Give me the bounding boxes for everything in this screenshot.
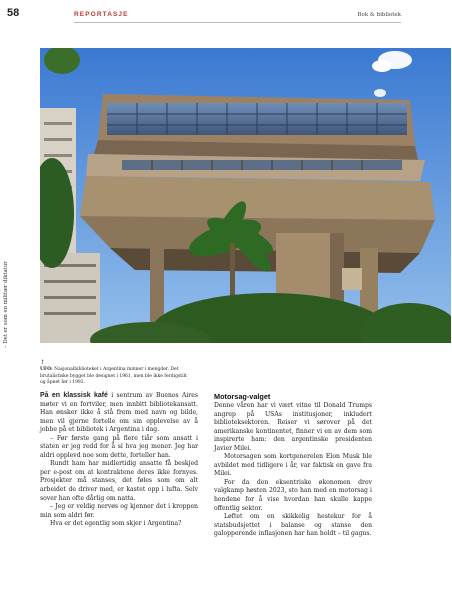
paragraph: – Jeg er veldig nervøs og kjenner det i kroppen min som aldri før. — [40, 503, 198, 519]
paragraph: Motorsagen som kortgenerelen Elon Musk ble avbildet med tidligere i år, var faktisk en gave fra Milei. — [214, 453, 372, 478]
magazine-title: Bok & bibliotek — [357, 12, 401, 18]
paragraph: For da den eksentriske økonomen drev valgkamp høsten 2023, sto han med en motorsag i hendene for å vise hvordan han skulle kappe offentlig sektor. — [214, 478, 372, 512]
library-photo — [40, 48, 451, 343]
side-quote: – Det er som en militær diktatur — [3, 261, 9, 348]
paragraph: Rundt ham har midlertidig ansatte få beskjed per e-post om at kontraktene deres ikke fornyes. Prosjekter må stanses, det føles som om alt arbeidet de driver med, er kastet opp i lufta. Selv sover han ofte dårlig om natta. — [40, 460, 198, 502]
paragraph: i sentrum av Buenos Aires møter vi en fortviler, men innbitt bibliotekansatt. Han ønsker ikke å stå frem med navn og bilde, men vil gjerne fortelle om sin opplevelse av å jobbe på et bibliotek i Argentina i dag. — [40, 392, 198, 434]
intro-lead: På en klassisk kafé — [40, 392, 108, 399]
section-label: REPORTASJE — [74, 11, 129, 18]
article-column-1 — [40, 392, 198, 529]
caption-text: Nasjonalbiblioteket i Argentina minner i mengder. Det brutalistiske bygget ble designet i 1961, men ble ikke ferdigstilt og åpnet før i 1992. — [40, 367, 187, 385]
header-rule — [74, 22, 401, 23]
paragraph: – Før første gang på flere tiår som ansatt i staten er jeg redd for å si hva jeg mener. Jeg har aldri opplevd noe som dette, forteller han. — [40, 434, 198, 459]
paragraph: Denne våren har vi vært vitne til Donald Trumps angrep på USAs institusjoner, inkludert biblioteksektoren. Reiser vi sørover på det amerikanske kontinentet, finner vi en av dem som inspirerte ham: den argentinske presidenten Javier Milei. — [214, 402, 372, 452]
caption-lead: UFO: — [40, 367, 53, 373]
paragraph: Hva er det egentlig som skjer i Argentina? — [50, 520, 182, 528]
article-column-2 — [214, 392, 372, 539]
paragraph: Løftet om en skikkelig hestekur for å statsbudsjettet i balanse og stanse den galopperende inflasjonen har han holdt – til gagns. — [214, 513, 372, 538]
caption-arrow-icon: ↑ — [40, 359, 46, 366]
photo-caption — [40, 360, 190, 386]
page-number: 58 — [7, 7, 20, 19]
subheading: Motorsag-valget — [214, 392, 271, 401]
